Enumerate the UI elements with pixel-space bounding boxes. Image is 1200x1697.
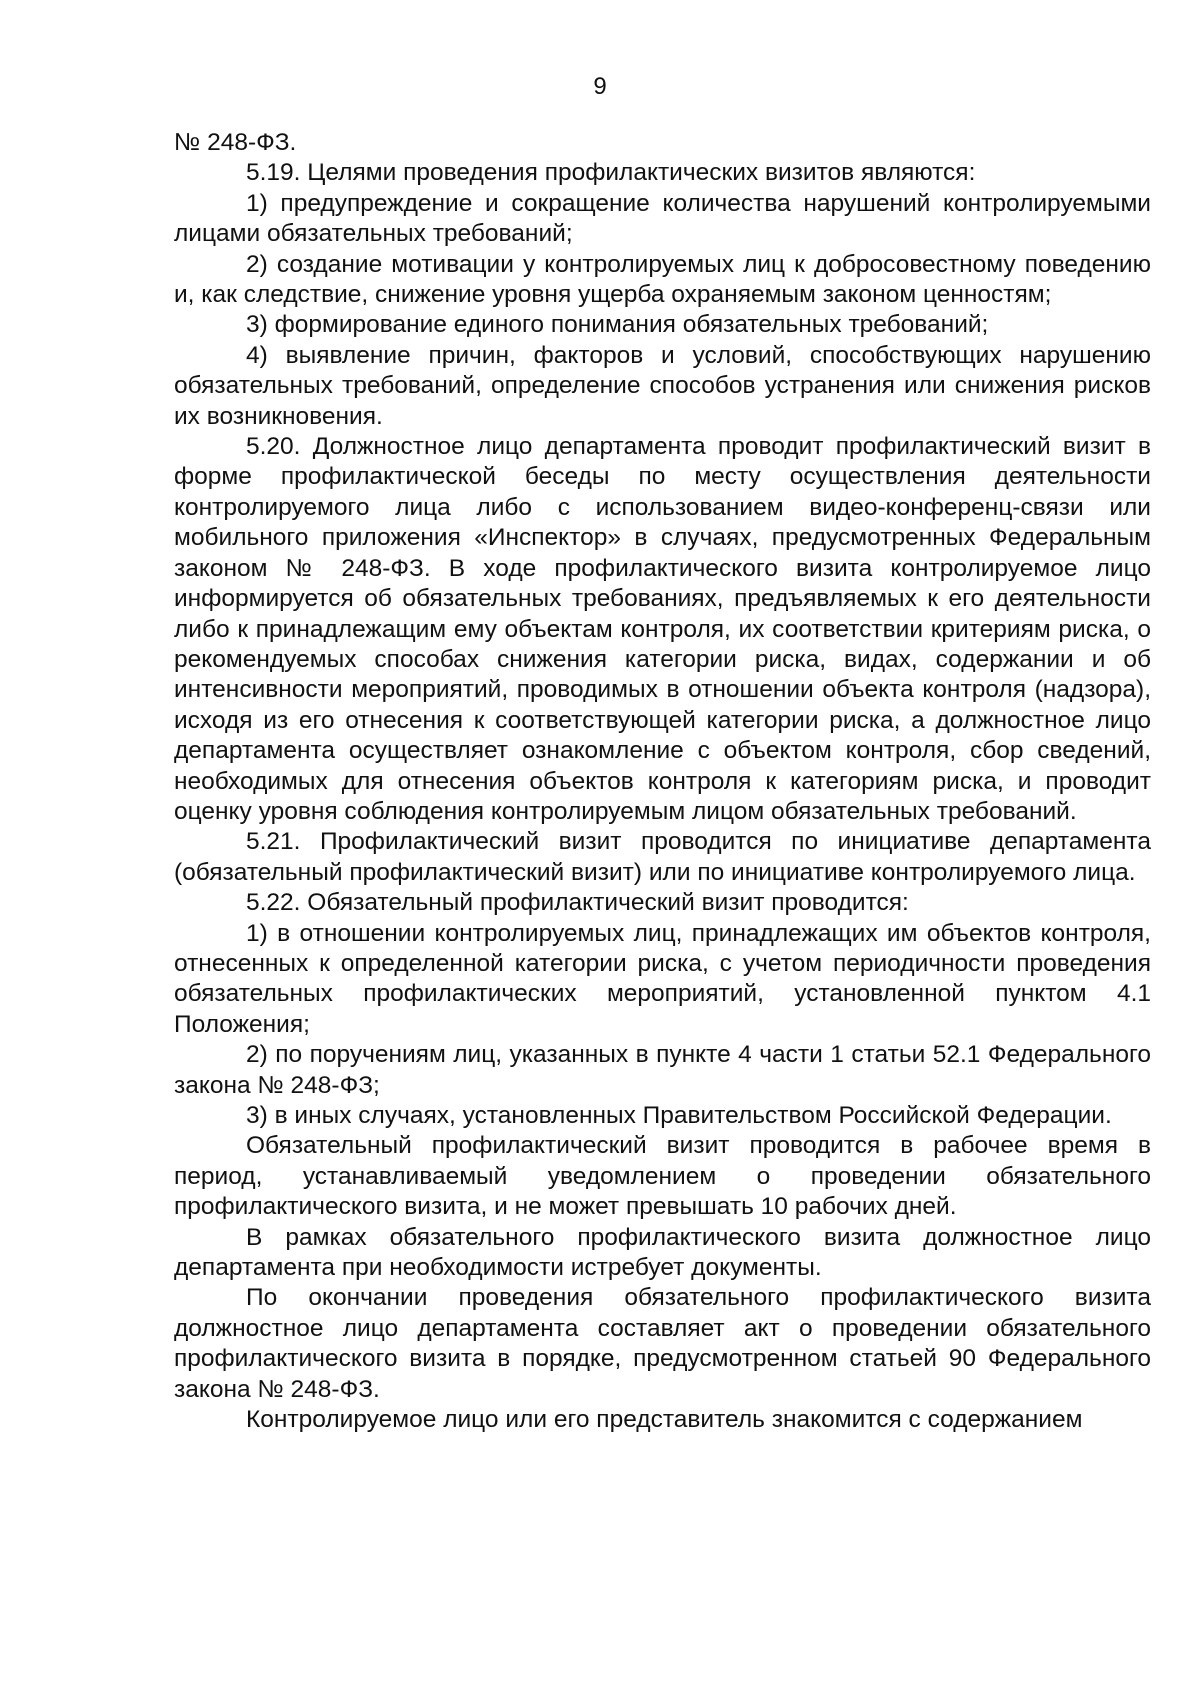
paragraph: 4) выявление причин, факторов и условий, способствующих нарушению обязательных требований, определение способов устранения или снижения рисков их возникновения. <box>174 341 1151 430</box>
document-body <box>174 128 1151 1435</box>
paragraph: 5.19. Целями проведения профилактических визитов являются: <box>246 159 976 187</box>
paragraph: В рамках обязательного профилактического визита должностное лицо департамента при необходимости истребует документы. <box>174 1223 1151 1282</box>
paragraph: 1) в отношении контролируемых лиц, принадлежащих им объектов контроля, отнесенных к определенной категории риска, с учетом периодичности проведения обязательных профилактических мероприятий, установленной пунктом 4.1 Положения; <box>174 919 1151 1038</box>
paragraph: 3) в иных случаях, установленных Правительством Российской Федерации. <box>246 1102 1112 1129</box>
paragraph: 1) предупреждение и сокращение количества нарушений контролируемыми лицами обязательных требований; <box>174 189 1151 248</box>
paragraph: № 248-ФЗ. <box>174 129 297 156</box>
paragraph: 5.22. Обязательный профилактический визит проводится: <box>246 889 909 917</box>
paragraph: Контролируемое лицо или его представитель знакомится с содержанием <box>246 1406 1083 1434</box>
paragraph: Обязательный профилактический визит проводится в рабочее время в период, устанавливаемый уведомлением о проведении обязательного профилактического визита, и не может превышать 10 рабочих дней. <box>174 1132 1151 1221</box>
paragraph: 5.21. Профилактический визит проводится по инициативе департамента (обязательный профилактический визит) или по инициативе контролируемого лица. <box>174 828 1151 886</box>
paragraph: 2) создание мотивации у контролируемых лиц к добросовестному поведению и, как следствие, снижение уровня ущерба охраняемым законом ценностям; <box>174 250 1151 309</box>
paragraph: 5.20. Должностное лицо департамента проводит профилактический визит в форме профилактической беседы по месту осуществления деятельности контролируемого лица либо с использованием видео-конференц-связи или мобильного приложения «Инспектор» в случаях, предусмотренных Федеральным законом № 248-ФЗ. В ходе профилактического визита контролируемое лицо информируется об обязательных требованиях, предъявляемых к его деятельности либо к принадлежащим ему объектам контроля, их соответствии критериям риска, о рекомендуемых способах снижения категории риска, видах, содержании и об интенсивности мероприятий, проводимых в отношении объекта контроля (надзора), исходя из его отнесения к соответствующей категории риска, а должностное лицо департамента осуществляет ознакомление с объектом контроля, сбор сведений, необходимых для отнесения объектов контроля к категориям риска, и проводит оценку уровня соблюдения контролируемым лицом обязательных требований. <box>174 433 1151 825</box>
paragraph: 2) по поручениям лиц, указанных в пункте 4 части 1 статьи 52.1 Федерального закона № 248-ФЗ; <box>174 1041 1151 1099</box>
paragraph: 3) формирование единого понимания обязательных требований; <box>246 311 989 339</box>
paragraph: По окончании проведения обязательного профилактического визита должностное лицо департамента составляет акт о проведении обязательного профилактического визита в порядке, предусмотренном статьей 90 Федерального закона № 248-ФЗ. <box>174 1284 1151 1403</box>
page-number: 9 <box>593 73 607 100</box>
